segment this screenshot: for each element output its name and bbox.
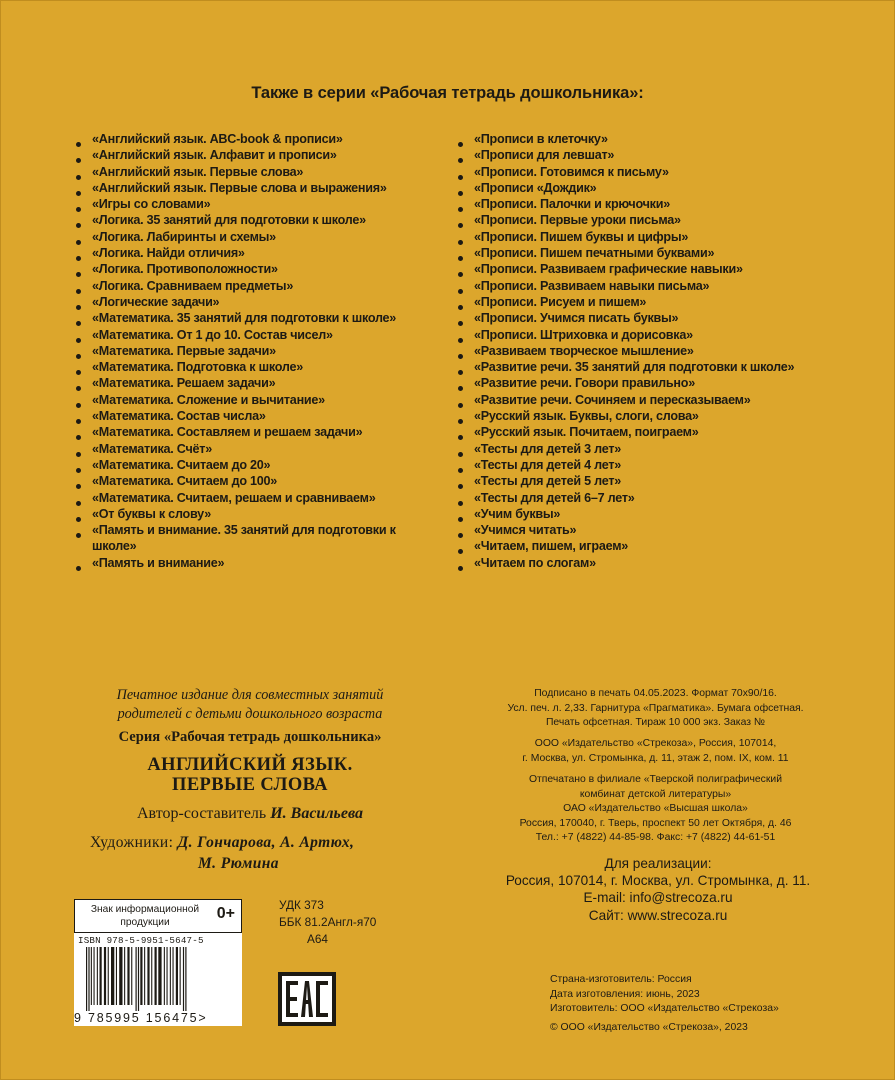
book-list-item: «Память и внимание» xyxy=(76,555,416,571)
barcode-bar xyxy=(97,947,98,1005)
publisher-info xyxy=(468,737,843,766)
book-list-item: «Математика. Считаем, решаем и сравниваем» xyxy=(76,490,416,506)
book-list-item: «Читаем по слогам» xyxy=(458,555,858,571)
barcode-bar xyxy=(138,947,139,1011)
book-list-item: «Прописи. Первые уроки письма» xyxy=(458,212,858,228)
book-list-item: «Прописи. Штриховка и дорисовка» xyxy=(458,327,858,343)
book-list-item: «Прописи. Учимся писать буквы» xyxy=(458,310,858,326)
printer-info xyxy=(468,773,843,846)
distribution-line: Для реализации: xyxy=(604,856,712,871)
book-list-item: «Тесты для детей 4 лет» xyxy=(458,457,858,473)
book-list-item: «Математика. Составляем и решаем задачи» xyxy=(76,424,416,440)
book-list-item: «Учимся читать» xyxy=(458,522,858,538)
barcode-bar xyxy=(94,947,95,1005)
barcode-bar xyxy=(136,947,137,1011)
book-list-item: «Прописи. Палочки и крючочки» xyxy=(458,196,858,212)
book-list-item: «Русский язык. Почитаем, поиграем» xyxy=(458,424,858,440)
eac-logo xyxy=(278,972,336,1026)
barcode-bar xyxy=(131,947,132,1005)
print-info-line: Подписано в печать 04.05.2023. Формат 70х90/16. xyxy=(534,688,777,699)
barcode-number: 9 785995 156475 xyxy=(74,1011,199,1025)
website-line: Сайт: www.strecoza.ru xyxy=(588,907,728,923)
book-list-item: «Тесты для детей 6–7 лет» xyxy=(458,490,858,506)
age-rating-label-line: продукции xyxy=(120,917,170,928)
barcode-bar xyxy=(167,947,168,1005)
distribution-line: Россия, 107014, г. Москва, ул. Стромынка, д. 11. xyxy=(505,873,811,889)
publisher-info-line: г. Москва, ул. Стромынка, д. 11, этаж 2, пом. IX, ком. 11 xyxy=(522,752,789,764)
printer-info-line: комбинат детской литературы» xyxy=(579,788,732,800)
book-list-right xyxy=(458,131,858,571)
book-list-item: «Прописи для левшат» xyxy=(458,147,858,163)
barcode-bar xyxy=(119,947,122,1005)
book-list-item: «Прописи. Пишем буквы и цифры» xyxy=(458,229,858,245)
book-list-item: «Прописи. Развиваем графические навыки» xyxy=(458,261,858,277)
book-list-item: «Логика. Найди отличия» xyxy=(76,245,416,261)
barcode-bar xyxy=(88,947,89,1011)
book-list-item: «Прописи в клеточку» xyxy=(458,131,858,147)
book-list-item: «Развитие речи. Говори правильно» xyxy=(458,375,858,391)
book-title-line: ПЕРВЫЕ СЛОВА xyxy=(172,775,328,795)
book-list-item: «Логика. Сравниваем предметы» xyxy=(76,278,416,294)
barcode-bar xyxy=(127,947,129,1005)
email-line: E-mail: info@strecoza.ru xyxy=(583,890,733,906)
book-list-item: «Математика. Считаем до 100» xyxy=(76,473,416,489)
intro-note-line: Печатное издание для совместных занятий xyxy=(116,687,384,703)
print-info xyxy=(468,687,843,731)
book-list-item: «Прописи. Готовимся к письму» xyxy=(458,164,858,180)
book-list-left xyxy=(76,131,416,571)
book-list-item: «Тесты для детей 3 лет» xyxy=(458,441,858,457)
book-list-item: «Логические задачи» xyxy=(76,294,416,310)
barcode-bar xyxy=(185,947,186,1011)
barcode-bar xyxy=(124,947,125,1005)
intro-note-line: родителей с детьми дошкольного возраста xyxy=(117,705,383,722)
book-list-item: «Английский язык. ABC-book & прописи» xyxy=(76,131,416,147)
publisher-info-line: ООО «Издательство «Стрекоза», Россия, 107014, xyxy=(534,738,777,749)
barcode-bar xyxy=(170,947,171,1005)
series-heading: Также в серии «Рабочая тетрадь дошкольника»: xyxy=(251,84,644,102)
catalog-codes xyxy=(279,897,376,948)
distribution-info xyxy=(478,855,838,924)
intro-note xyxy=(70,686,430,723)
barcode-bar xyxy=(100,947,102,1005)
book-list-item: «Логика. Лабиринты и схемы» xyxy=(76,229,416,245)
barcode-bar xyxy=(108,947,109,1005)
age-rating-box xyxy=(74,899,242,933)
printer-info-line: ОАО «Издательство «Высшая школа» xyxy=(563,803,748,815)
printer-info-line: Россия, 170040, г. Тверь, проспект 50 лет Октября, д. 46 xyxy=(519,817,792,829)
barcode-end-mark: > xyxy=(198,1011,208,1025)
origin-line: Дата изготовления: июнь, 2023 xyxy=(550,988,700,1000)
age-rating-label xyxy=(80,903,210,929)
series-line: Серия «Рабочая тетрадь дошкольника» xyxy=(118,729,382,745)
book-list-item: «Логика. 35 занятий для подготовки к школе» xyxy=(76,212,416,228)
barcode-bar xyxy=(91,947,92,1005)
book-list-item: «Память и внимание. 35 занятий для подготовки к школе» xyxy=(76,522,416,555)
artists-line xyxy=(90,832,420,874)
book-list-item: «Английский язык. Первые слова и выражения» xyxy=(76,180,416,196)
barcode-bar xyxy=(158,947,161,1005)
author-name: И. Васильева xyxy=(270,805,363,822)
book-list-item: «Логика. Противоположности» xyxy=(76,261,416,277)
book-list-item: «Русский язык. Буквы, слоги, слова» xyxy=(458,408,858,424)
barcode-bar xyxy=(180,947,181,1005)
artists-names: Д. Гончарова, А. Артюх, xyxy=(177,834,355,851)
origin-info xyxy=(550,973,779,1017)
book-list-item: «Математика. Считаем до 20» xyxy=(76,457,416,473)
age-rating-value: 0+ xyxy=(216,905,235,922)
book-list-item: «Развитие речи. 35 занятий для подготовки к школе» xyxy=(458,359,858,375)
barcode-bar xyxy=(164,947,165,1005)
book-list-item: «Тесты для детей 5 лет» xyxy=(458,473,858,489)
book-list-item: «Математика. Подготовка к школе» xyxy=(76,359,416,375)
isbn-text: ISBN 978-5-9951-5647-5 xyxy=(78,935,204,946)
book-list-item: «Читаем, пишем, играем» xyxy=(458,538,858,554)
barcode-box xyxy=(74,933,242,1026)
book-list-item: «Математика. Первые задачи» xyxy=(76,343,416,359)
barcode-bar xyxy=(173,947,174,1005)
book-list-item: «Математика. Счёт» xyxy=(76,441,416,457)
book-list-item: «Развитие речи. Сочиняем и пересказываем» xyxy=(458,392,858,408)
book-list-item: «Английский язык. Алфавит и прописи» xyxy=(76,147,416,163)
barcode-bar xyxy=(151,947,152,1005)
barcode-digits xyxy=(74,1011,207,1025)
book-list-item: «Математика. 35 занятий для подготовки к школе» xyxy=(76,310,416,326)
origin-line: Страна-изготовитель: Россия xyxy=(550,974,692,985)
barcode-bar xyxy=(116,947,117,1005)
book-list-item: «От буквы к слову» xyxy=(76,506,416,522)
barcode-bar xyxy=(104,947,106,1005)
barcode-bar xyxy=(183,947,184,1011)
barcode-bar xyxy=(111,947,114,1005)
age-rating-label-line: Знак информационной xyxy=(90,904,200,915)
barcode-bar xyxy=(86,947,87,1011)
barcode-bar xyxy=(144,947,145,1005)
author-sign-code: А64 xyxy=(307,932,328,946)
artists-names: М. Рюмина xyxy=(198,855,279,872)
book-list-item: «Прописи. Пишем печатными буквами» xyxy=(458,245,858,261)
book-list-item: «Игры со словами» xyxy=(76,196,416,212)
book-list-item: «Прописи. Рисуем и пишем» xyxy=(458,294,858,310)
barcode-bar xyxy=(140,947,142,1005)
author-line xyxy=(90,805,410,823)
book-title xyxy=(70,755,430,795)
print-info-line: Усл. печ. л. 2,33. Гарнитура «Прагматика». Бумага офсетная. xyxy=(507,702,804,714)
book-title-line: АНГЛИЙСКИЙ ЯЗЫК. xyxy=(147,755,353,775)
book-list-item: «Развиваем творческое мышление» xyxy=(458,343,858,359)
printer-info-line: Отпечатано в филиале «Тверской полиграфический xyxy=(528,774,783,785)
book-list-item: «Английский язык. Первые слова» xyxy=(76,164,416,180)
author-label: Автор-составитель xyxy=(137,805,267,822)
book-list-item: «Прописи «Дождик» xyxy=(458,180,858,196)
eac-mark-icon xyxy=(278,972,336,1026)
printer-info-line: Тел.: +7 (4822) 44-85-98. Факс: +7 (4822) 44-61-51 xyxy=(535,832,776,844)
copyright-line: © ООО «Издательство «Стрекоза», 2023 xyxy=(550,1022,748,1033)
artists-label: Художники: xyxy=(90,834,174,851)
barcode-bar xyxy=(147,947,149,1005)
book-list-item: «Математика. Сложение и вычитание» xyxy=(76,392,416,408)
book-list-item: «Учим буквы» xyxy=(458,506,858,522)
book-list-item: «Математика. От 1 до 10. Состав чисел» xyxy=(76,327,416,343)
origin-line: Изготовитель: ООО «Издательство «Стрекоза» xyxy=(550,1003,779,1014)
barcode-bars xyxy=(84,947,232,1011)
book-list-item: «Прописи. Развиваем навыки письма» xyxy=(458,278,858,294)
barcode-bar xyxy=(155,947,157,1005)
book-list-item: «Математика. Состав числа» xyxy=(76,408,416,424)
book-list-item: «Математика. Решаем задачи» xyxy=(76,375,416,391)
bbk-code: ББК 81.2Англ-я70 xyxy=(279,915,377,929)
print-info-line: Печать офсетная. Тираж 10 000 экз. Заказ № xyxy=(545,717,766,729)
barcode-bar xyxy=(176,947,178,1005)
udk-code: УДК 373 xyxy=(279,898,324,912)
